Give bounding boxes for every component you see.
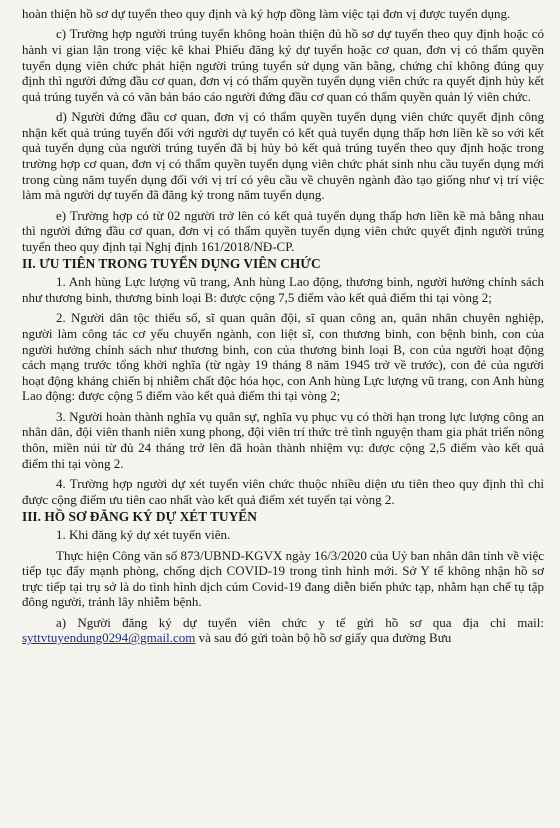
section-heading-priority: II. ƯU TIÊN TRONG TUYỂN DỤNG VIÊN CHỨC (22, 255, 321, 271)
priority-item-2: 2. Người dân tộc thiểu số, sĩ quan quân đội, sĩ quan công an, quân nhân chuyên nghiệp, người làm công tác cơ yếu chuyển ngành, con liệt sĩ, con thương binh, con bệnh binh, con của người hưởng chính sách như thương binh, con của thương binh loại B, con của người hoạt động cách mạng trước tổng khởi nghĩa (từ ngày 19 tháng 8 năm 1945 trở về trước), con đẻ của người hoạt động kháng chiến bị nhiễm chất độc hóa học, con Anh hùng Lực lượng vũ trang, con Anh hùng Lao động: được cộng 5 điểm vào kết quả điểm thi tại vòng 2; (22, 310, 544, 404)
application-item-1: 1. Khi đăng ký dự xét tuyển viên. (56, 527, 231, 543)
application-item-a-text: a) Người đăng ký dự tuyển viên chức y tế gửi hồ sơ qua địa chỉ mail: (56, 614, 544, 630)
paragraph-e: e) Trường hợp có từ 02 người trở lên có kết quả tuyển dụng thấp hơn liền kề mà bằng nhau thì người đứng đầu cơ quan, đơn vị có thẩm quyền tuyển dụng viên chức quyết định người trúng tuyển theo quy định tại Nghị định 161/2018/NĐ-CP. (22, 207, 544, 254)
application-item-a (22, 615, 544, 646)
application-item-a-tail: và sau đó gửi toàn bộ hồ sơ giấy qua đường Bưu (198, 630, 452, 646)
paragraph-continuation: hoàn thiện hồ sơ dự tuyển theo quy định và ký hợp đồng làm việc tại đơn vị được tuyển dụng. (22, 6, 511, 21)
section-heading-application: III. HỒ SƠ ĐĂNG KÝ DỰ XÉT TUYỂN (22, 508, 257, 524)
priority-item-3: 3. Người hoàn thành nghĩa vụ quân sự, nghĩa vụ phục vụ có thời hạn trong lực lượng công an nhân dân, đội viên thanh niên xung phong, đội viên trí thức trẻ tình nguyện tham gia phát triển nông thôn, miền núi từ đủ 24 tháng trở lên đã hoàn thành nhiệm vụ: được cộng 2,5 điểm vào kết quả điểm thi tại vòng 2. (22, 408, 544, 471)
application-body: Thực hiện Công văn số 873/UBND-KGVX ngày 16/3/2020 của Uỷ ban nhân dân tỉnh về việc tiếp tục đẩy mạnh phòng, chống dịch COVID-19 trong tình hình mới. Sở Y tế không nhận hồ sơ trực tiếp tại trụ sở là do tình hình dịch cúm Covid-19 đang diễn biến phức tạp, nhằm hạn chế tụ tập đông người, tránh lây nhiễm bệnh. (22, 547, 544, 610)
email-link[interactable]: syttvtuyendung0294@gmail.com (22, 630, 196, 646)
paragraph-c: c) Trường hợp người trúng tuyển không hoàn thiện đủ hồ sơ dự tuyển theo quy định hoặc có hành vi gian lận trong việc kê khai Phiếu đăng ký dự tuyển hoặc cơ quan, đơn vị có thẩm quyền tuyển dụng viên chức phát hiện người trúng tuyển sử dụng văn bằng, chứng chỉ không đúng quy định thì người đứng đầu cơ quan, đơn vị có thẩm quyền tuyển dụng viên chức ra quyết định hủy kết quả trúng tuyển và có văn bản báo cáo người đứng đầu cơ quan có thẩm quyền quản lý viên chức. (22, 26, 544, 104)
paragraph-d: d) Người đứng đầu cơ quan, đơn vị có thẩm quyền tuyển dụng viên chức quyết định công nhận kết quả trúng tuyển đối với người dự tuyển có kết quả tuyển dụng thấp hơn liền kề so với kết quả tuyển dụng của người trúng tuyển đã bị hủy bỏ kết quả trúng tuyển theo quy định hoặc trong trường hợp cơ quan, đơn vị có thẩm quyền tuyển dụng viên chức phát sinh nhu cầu tuyển dụng mới trong cùng năm tuyển dụng đối với vị trí có yêu cầu về chuyên ngành đào tạo giống như vị trí việc làm mà người dự tuyển đã đăng ký trong năm tuyển dụng. (22, 109, 544, 203)
priority-item-4: 4. Trường hợp người dự xét tuyển viên chức thuộc nhiều diện ưu tiên theo quy định thì chỉ được cộng điểm ưu tiên cao nhất vào kết quả điểm xét tuyển tại vòng 2. (22, 475, 544, 507)
priority-item-1: 1. Anh hùng Lực lượng vũ trang, Anh hùng Lao động, thương binh, người hưởng chính sách như thương binh, thương binh loại B: được cộng 7,5 điểm vào kết quả điểm thi tại vòng 2; (22, 274, 544, 305)
